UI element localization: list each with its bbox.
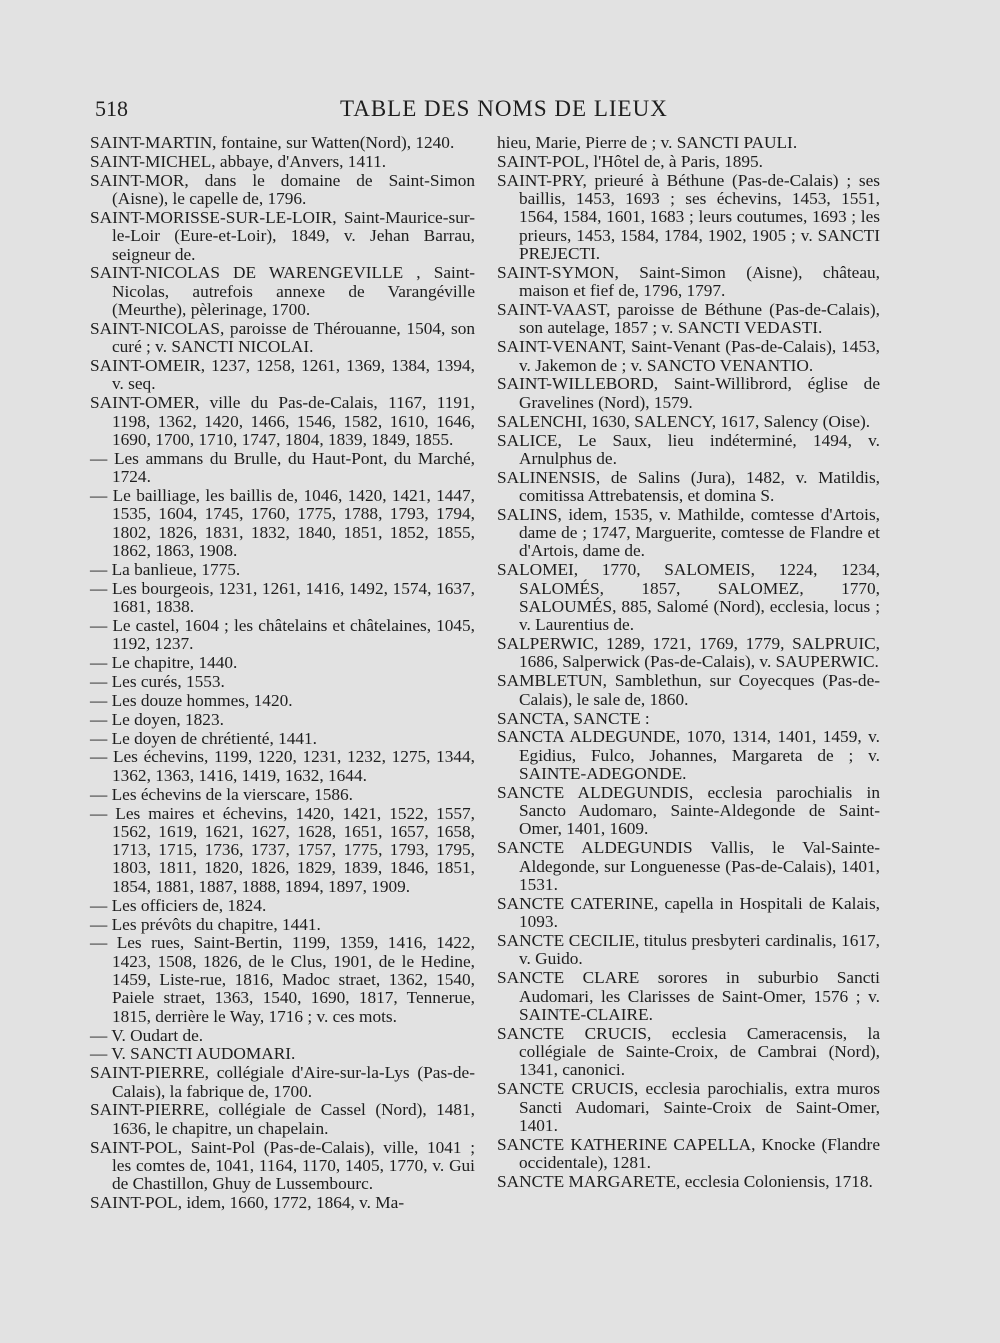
index-entry: — V. SANCTI AUDOMARI. bbox=[90, 1044, 296, 1064]
index-entry: SAINT-PRY, prieuré à Béthune (Pas-de-Calais) ; ses baillis, 1453, 1693 ; ses échevins, 1453, 1551, 1564, 1584, 1601, 1683 ; leurs coutumes, 1693 ; les prieurs, 1453, 1584, 1784, 1902, 1905 ; v. SANCTI PREJECTI. bbox=[497, 170, 880, 263]
index-entry: SANCTE CATERINE, capella in Hospitali de Kalais, 1093. bbox=[497, 893, 880, 932]
index-entry: — V. Oudart de. bbox=[90, 1025, 204, 1045]
index-entry: SAINT-PIERRE, collégiale de Cassel (Nord), 1481, 1636, le chapitre, un chapelain. bbox=[90, 1100, 475, 1138]
index-entry: SAINT-MARTIN, fontaine, sur Watten(Nord), 1240. bbox=[90, 133, 455, 152]
page-number: 518 bbox=[95, 96, 128, 121]
index-entry: SAINT-MOR, dans le domaine de Saint-Simon (Aisne), le capelle de, 1796. bbox=[90, 170, 475, 209]
index-entry: — Les échevins, 1199, 1220, 1231, 1232, 1275, 1344, 1362, 1363, 1416, 1419, 1632, 1644. bbox=[90, 747, 475, 785]
index-entry: SAINT-POL, l'Hôtel de, à Paris, 1895. bbox=[497, 151, 763, 171]
index-entry: — Le bailliage, les baillis de, 1046, 1420, 1421, 1447, 1535, 1604, 1745, 1760, 1775, 1788, 1793, 1794, 1802, 1826, 1831, 1832, 1840, 1851, 1852, 1855, 1862, 1863, 1908. bbox=[90, 485, 475, 560]
index-entry: — Les bourgeois, 1231, 1261, 1416, 1492, 1574, 1637, 1681, 1838. bbox=[90, 578, 475, 616]
index-entry: SAINT-OMEIR, 1237, 1258, 1261, 1369, 1384, 1394, v. seq. bbox=[90, 356, 475, 394]
index-entry: SALICE, Le Saux, lieu indéterminé, 1494, v. Arnulphus de. bbox=[497, 430, 880, 468]
index-entry: — Le chapitre, 1440. bbox=[90, 653, 238, 673]
index-entry: SANCTE CRUCIS, ecclesia parochialis, extra muros Sancti Audomari, Sainte-Croix de Saint-Omer, 1401. bbox=[497, 1079, 880, 1135]
index-entry: SALINENSIS, de Salins (Jura), 1482, v. Matildis, comitissa Attrebatensis, et domina S. bbox=[497, 467, 880, 505]
index-entry: SANCTE CECILIE, titulus presbyteri cardinalis, 1617, v. Guido. bbox=[497, 931, 880, 969]
index-entry: — La banlieue, 1775. bbox=[90, 559, 241, 579]
index-entry: — Le doyen de chrétienté, 1441. bbox=[90, 728, 317, 748]
index-entry: SAINT-PIERRE, collégiale d'Aire-sur-la-Lys (Pas-de-Calais), la fabrique de, 1700. bbox=[90, 1063, 475, 1101]
index-entry: SALENCHI, 1630, SALENCY, 1617, Salency (Oise). bbox=[497, 411, 871, 431]
index-entry: — Le doyen, 1823. bbox=[90, 709, 224, 729]
index-entry: — Les curés, 1553. bbox=[90, 671, 225, 691]
index-entry: SANCTA, SANCTE : bbox=[497, 708, 650, 728]
index-entry: — Le castel, 1604 ; les châtelains et châtelaines, 1045, 1192, 1237. bbox=[90, 615, 475, 654]
index-entry: SAINT-POL, idem, 1660, 1772, 1864, v. Ma- bbox=[90, 1193, 405, 1213]
left-column bbox=[90, 134, 475, 1213]
index-entry: SALINS, idem, 1535, v. Mathilde, comtesse d'Artois, dame de ; 1747, Marguerite, comtesse de Flandre et d'Artois, dame de. bbox=[497, 504, 880, 561]
index-entry: SAINT-MORISSE-SUR-LE-LOIR, Saint-Maurice-sur-le-Loir (Eure-et-Loir), 1849, v. Jehan Barrau, seigneur de. bbox=[90, 207, 475, 264]
index-entry: SAINT-VAAST, paroisse de Béthune (Pas-de-Calais), son autelage, 1857 ; v. SANCTI VEDASTI. bbox=[497, 300, 880, 338]
index-entry: — Les officiers de, 1824. bbox=[90, 895, 267, 915]
index-entry: SANCTE ALDEGUNDIS, ecclesia parochialis in Sancto Audomaro, Sainte-Aldegonde de Saint-Omer, 1401, 1609. bbox=[497, 782, 880, 839]
index-entry: SALOMEI, 1770, SALOMEIS, 1224, 1234, SALOMÉS, 1857, SALOMEZ, 1770, SALOUMÉS, 885, Salomé (Nord), ecclesia, locus ; v. Laurentius de. bbox=[497, 560, 880, 635]
index-entry: — Les échevins de la vierscare, 1586. bbox=[90, 784, 353, 804]
index-entry: SANCTE MARGARETE, ecclesia Coloniensis, 1718. bbox=[497, 1171, 873, 1191]
index-entry: — Les rues, Saint-Bertin, 1199, 1359, 1416, 1422, 1423, 1508, 1826, de le Clus, 1901, de le Hedine, 1459, Liste-rue, 1816, Madoc straet, 1362, 1540, Paiele straet, 1363, 1540, 1690, 1817, Tennerue, 1815, derrière le Way, 1716 ; v. ces mots. bbox=[90, 933, 475, 1026]
index-entry: SANCTE KATHERINE CAPELLA, Knocke (Flandre occidentale), 1281. bbox=[497, 1134, 880, 1172]
running-title: TABLE DES NOMS DE LIEUX bbox=[340, 96, 668, 121]
index-entry: — Les prévôts du chapitre, 1441. bbox=[90, 914, 321, 934]
index-entry: — Les ammans du Brulle, du Haut-Pont, du Marché, 1724. bbox=[90, 448, 475, 487]
index-entry: SALPERWIC, 1289, 1721, 1769, 1779, SALPRUIC, 1686, Salperwick (Pas-de-Calais), v. SAUPERWIC. bbox=[497, 634, 880, 672]
right-column bbox=[497, 134, 880, 1192]
index-entry: SANCTE ALDEGUNDIS Vallis, le Val-Sainte-Aldegonde, sur Longuenesse (Pas-de-Calais), 1401, 1531. bbox=[497, 838, 880, 894]
index-entry: SANCTE CRUCIS, ecclesia Cameracensis, la collégiale de Sainte-Croix, de Cambrai (Nord), 1341, canonici. bbox=[497, 1023, 880, 1080]
index-entry: SAMBLETUN, Samblethun, sur Coyecques (Pas-de-Calais), le sale de, 1860. bbox=[497, 671, 880, 709]
index-entry: SAINT-SYMON, Saint-Simon (Aisne), château, maison et fief de, 1796, 1797. bbox=[497, 262, 880, 301]
index-entry: SAINT-OMER, ville du Pas-de-Calais, 1167, 1191, 1198, 1362, 1420, 1466, 1546, 1582, 1610, 1646, 1690, 1700, 1710, 1747, 1804, 1839, 1849, 1855. bbox=[90, 393, 475, 449]
index-entry: SAINT-VENANT, Saint-Venant (Pas-de-Calais), 1453, v. Jakemon de ; v. SANCTO VENANTIO. bbox=[497, 337, 880, 375]
index-entry: — Les maires et échevins, 1420, 1421, 1522, 1557, 1562, 1619, 1621, 1627, 1628, 1651, 1657, 1658, 1713, 1715, 1736, 1737, 1757, 1775, 1793, 1795, 1803, 1811, 1820, 1826, 1829, 1839, 1846, 1851, 1854, 1881, 1887, 1888, 1894, 1897, 1909. bbox=[90, 803, 475, 896]
index-entry: SANCTE CLARE sorores in suburbio Sancti Audomari, les Clarisses de Saint-Omer, 1576 ; v. SAINTE-CLAIRE. bbox=[497, 968, 880, 1024]
index-entry: SAINT-MICHEL, abbaye, d'Anvers, 1411. bbox=[90, 151, 387, 171]
index-entry: hieu, Marie, Pierre de ; v. SANCTI PAULI. bbox=[497, 133, 798, 152]
index-entry: SAINT-WILLEBORD, Saint-Willibrord, église de Gravelines (Nord), 1579. bbox=[497, 374, 880, 412]
index-entry: SAINT-NICOLAS DE WARENGEVILLE , Saint-Nicolas, autrefois annexe de Varangéville (Meurthe), pèlerinage, 1700. bbox=[90, 263, 475, 320]
index-entry: SAINT-NICOLAS, paroisse de Thérouanne, 1504, son curé ; v. SANCTI NICOLAI. bbox=[90, 318, 475, 357]
index-entry: — Les douze hommes, 1420. bbox=[90, 690, 293, 710]
index-entry: SAINT-POL, Saint-Pol (Pas-de-Calais), ville, 1041 ; les comtes de, 1041, 1164, 1170, 1405, 1770, v. Gui de Chastillon, Ghuy de Lussembourc. bbox=[90, 1137, 475, 1194]
index-entry: SANCTA ALDEGUNDE, 1070, 1314, 1401, 1459, v. Egidius, Fulco, Johannes, Margareta de ; v. SAINTE-ADEGONDE. bbox=[497, 727, 880, 783]
